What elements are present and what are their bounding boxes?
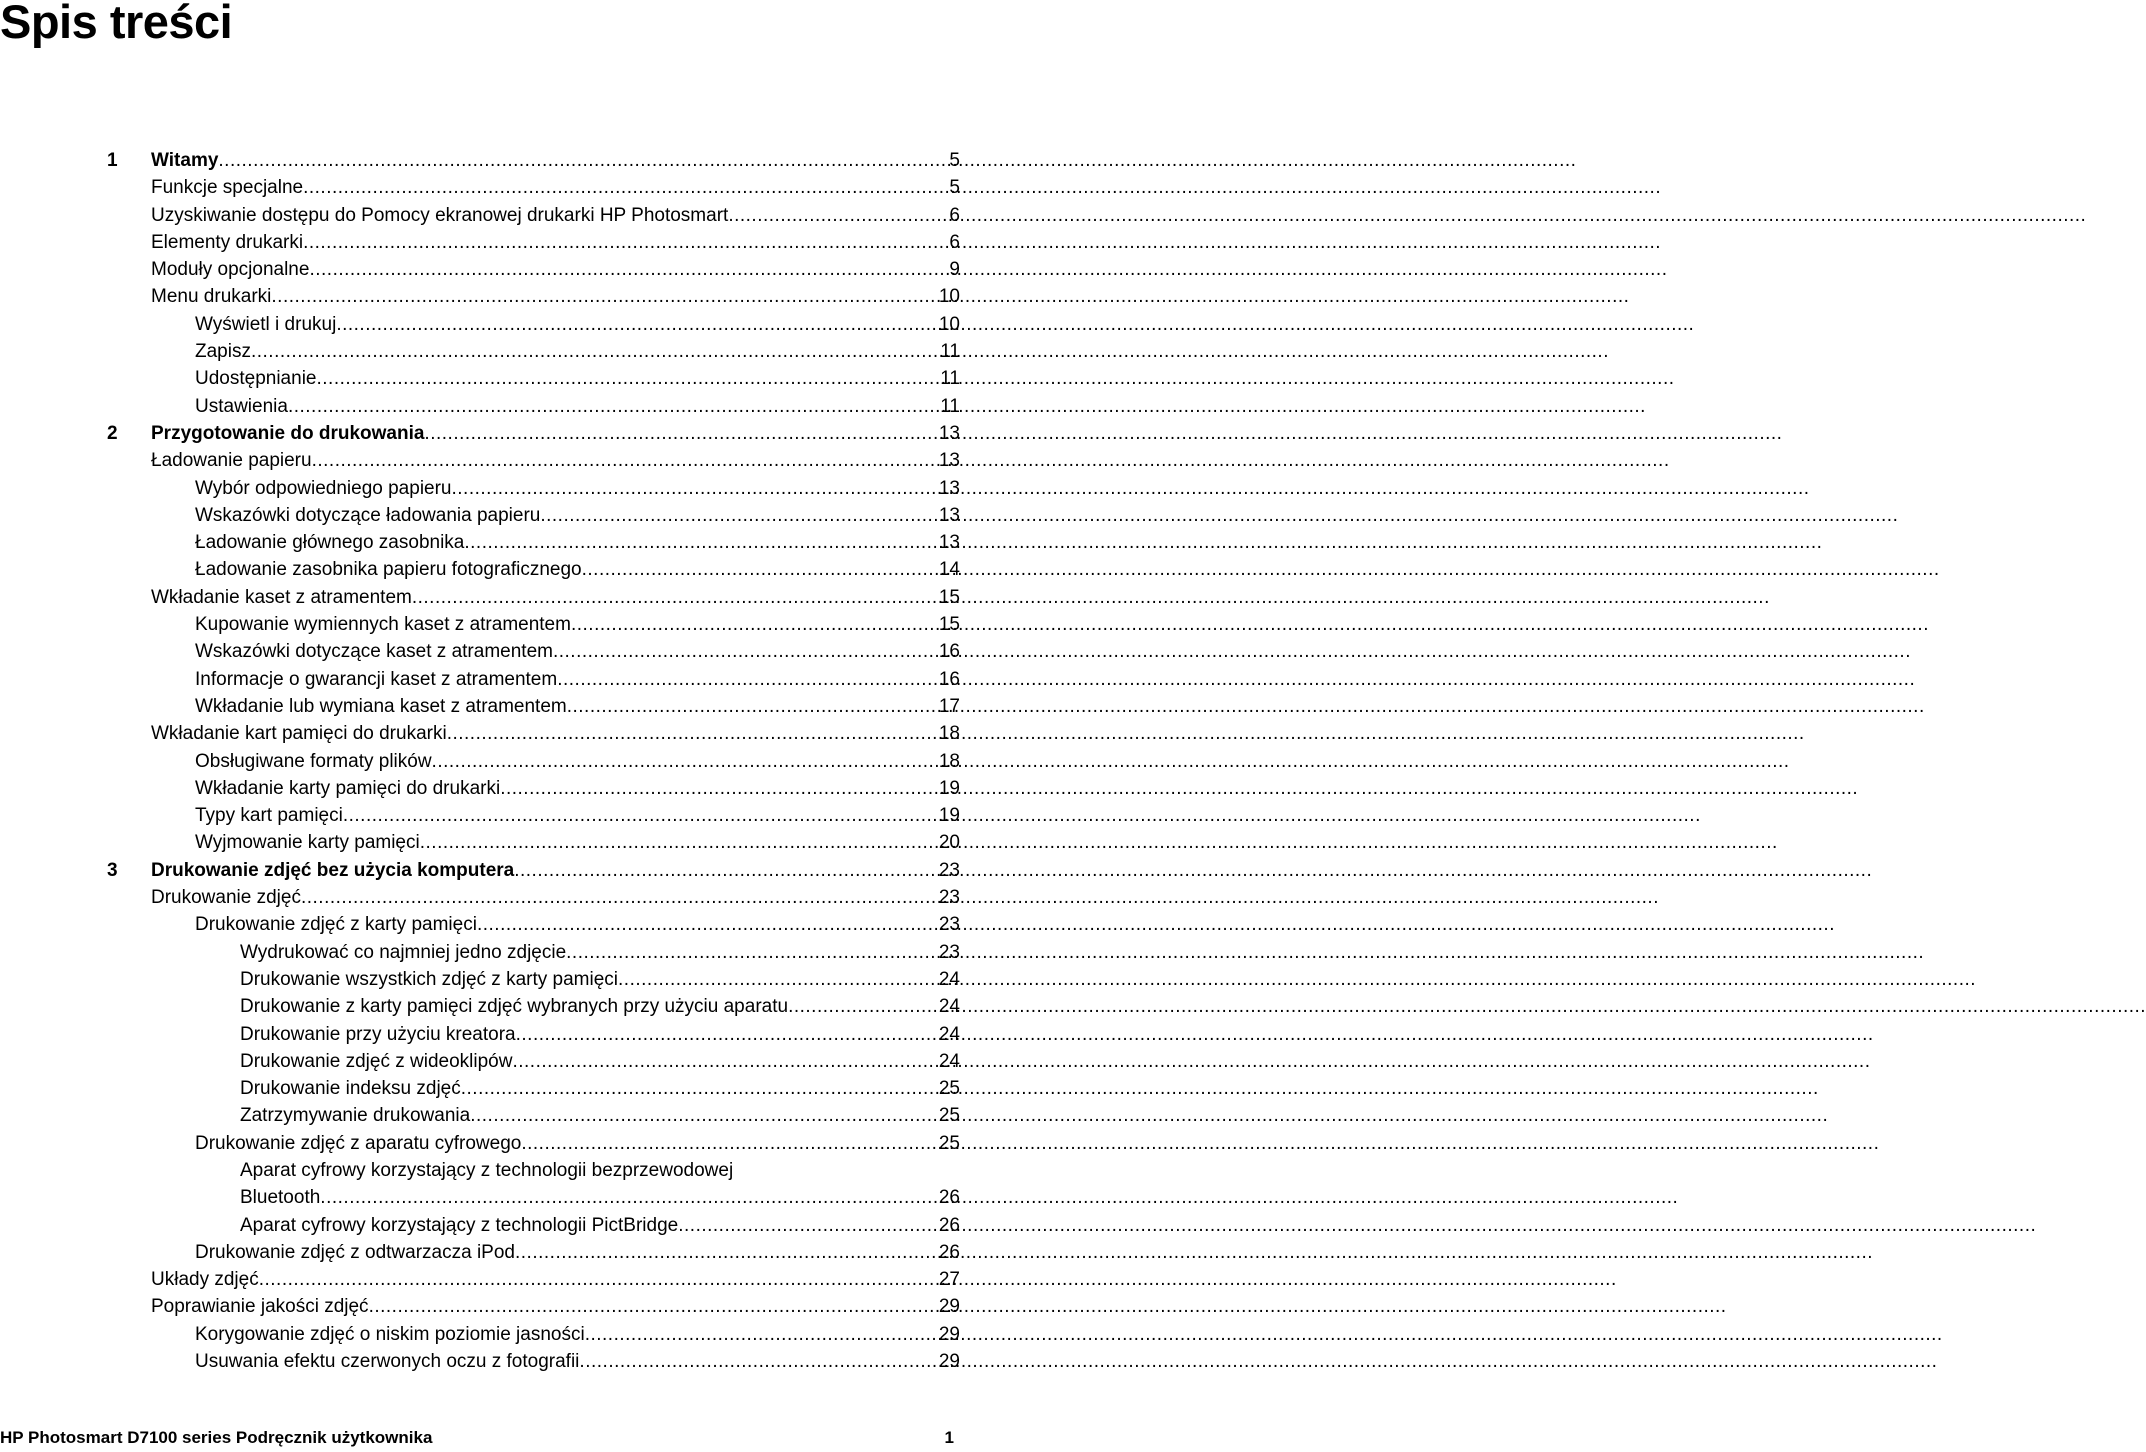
- toc-dot-leader: [301, 884, 939, 911]
- toc-dot-leader: [320, 1184, 939, 1211]
- toc-dot-leader: [567, 693, 939, 720]
- toc-entry-title: Zatrzymywanie drukowania: [240, 1105, 471, 1127]
- toc-entry-title: Drukowanie indeksu zdjęć: [240, 1078, 461, 1100]
- toc-dot-leader: [571, 611, 939, 638]
- toc-dot-leader: [516, 1021, 939, 1048]
- toc-dot-leader: [369, 1293, 939, 1320]
- toc-page-number: 23: [938, 914, 960, 936]
- toc-entry[interactable]: [0, 939, 960, 966]
- toc-page-number: 14: [938, 559, 960, 581]
- toc-entry[interactable]: [0, 638, 960, 665]
- toc-chapter-number: 1: [107, 150, 118, 171]
- toc-page-number: 16: [938, 668, 960, 690]
- toc-entry-title: Witamy: [151, 150, 219, 171]
- toc-chapter-number: 3: [107, 859, 118, 881]
- toc-entry[interactable]: [0, 256, 960, 283]
- toc-dot-leader: [540, 502, 939, 529]
- toc-page-number: 27: [938, 1269, 960, 1291]
- toc-entry[interactable]: [0, 1021, 960, 1048]
- toc-entry-title: Wydrukować co najmniej jedno zdjęcie: [240, 941, 567, 963]
- toc-entry-title: Drukowanie zdjęć z aparatu cyfrowego: [195, 1132, 522, 1154]
- toc-entry[interactable]: [0, 311, 960, 338]
- toc-dot-leader: [728, 202, 949, 229]
- toc-entry-title: Wkładanie lub wymiana kaset z atramentem: [195, 695, 567, 717]
- toc-entry[interactable]: [0, 420, 960, 447]
- toc-entry-title: Układy zdjęć: [151, 1269, 259, 1291]
- toc-entry[interactable]: [0, 147, 960, 174]
- toc-page-number: 6: [949, 231, 960, 253]
- toc-page-number: 10: [938, 313, 960, 335]
- toc-entry[interactable]: [0, 966, 960, 993]
- toc-entry[interactable]: [0, 1321, 960, 1348]
- toc-dot-leader: [420, 829, 939, 856]
- toc-entry-title: Wkładanie kaset z atramentem: [151, 586, 412, 608]
- toc-entry[interactable]: [0, 1157, 960, 1212]
- toc-dot-leader: [259, 1266, 939, 1293]
- toc-dot-leader: [566, 939, 939, 966]
- table-of-contents: [0, 147, 960, 1375]
- toc-entry[interactable]: [0, 1075, 960, 1102]
- toc-entry-title: Drukowanie zdjęć: [151, 887, 301, 909]
- toc-entry-title: Aparat cyfrowy korzystający z technologii bezprzewodowej: [240, 1159, 734, 1181]
- toc-dot-leader: [585, 1321, 939, 1348]
- toc-page-number: 19: [938, 777, 960, 799]
- toc-dot-leader: [316, 365, 940, 392]
- toc-dot-leader: [477, 911, 939, 938]
- toc-page-number: 24: [938, 1023, 960, 1045]
- toc-entry-title: Wskazówki dotyczące ładowania papieru: [195, 504, 541, 526]
- toc-dot-leader: [288, 393, 940, 420]
- toc-entry[interactable]: [0, 556, 960, 583]
- toc-page-number: 13: [938, 477, 960, 499]
- toc-entry-title: Udostępnianie: [195, 368, 317, 390]
- toc-entry[interactable]: [0, 1293, 960, 1320]
- toc-entry[interactable]: [0, 447, 960, 474]
- toc-entry[interactable]: [0, 884, 960, 911]
- toc-entry[interactable]: [0, 802, 960, 829]
- toc-entry[interactable]: [0, 993, 960, 1020]
- toc-page-number: 13: [938, 422, 960, 444]
- toc-entry-title: Uzyskiwanie dostępu do Pomocy ekranowej drukarki HP Photosmart: [151, 204, 729, 226]
- toc-page-number: 13: [938, 504, 960, 526]
- toc-entry[interactable]: [0, 720, 960, 747]
- toc-entry[interactable]: [0, 338, 960, 365]
- toc-entry-title: Wkładanie karty pamięci do drukarki: [195, 777, 501, 799]
- toc-dot-leader: [788, 993, 939, 1020]
- toc-entry-title: Drukowanie wszystkich zdjęć z karty pamięci: [240, 968, 619, 990]
- toc-entry[interactable]: [0, 775, 960, 802]
- toc-dot-leader: [553, 638, 939, 665]
- toc-entry-title: Menu drukarki: [151, 286, 272, 308]
- toc-entry[interactable]: [0, 202, 960, 229]
- toc-entry-title: Obsługiwane formaty plików: [195, 750, 432, 772]
- toc-page-number: 20: [938, 832, 960, 854]
- toc-entry-title: Aparat cyfrowy korzystający z technologii PictBridge: [240, 1214, 679, 1236]
- toc-entry[interactable]: [0, 584, 960, 611]
- toc-dot-leader: [412, 584, 939, 611]
- toc-entry-title: Drukowanie zdjęć z odtwarzacza iPod: [195, 1241, 515, 1263]
- toc-entry-title: Elementy drukarki: [151, 231, 304, 253]
- toc-entry-title: Usuwania efektu czerwonych oczu z fotografii: [195, 1351, 580, 1373]
- toc-entry[interactable]: [0, 748, 960, 775]
- toc-entry[interactable]: [0, 502, 960, 529]
- toc-page-number: 13: [938, 532, 960, 554]
- toc-page-number: 24: [938, 1050, 960, 1072]
- toc-entry-title: Kupowanie wymiennych kaset z atramentem: [195, 614, 571, 636]
- toc-dot-leader: [514, 857, 939, 884]
- page-footer: [0, 1424, 960, 1452]
- toc-page-number: 6: [949, 204, 960, 226]
- toc-entry[interactable]: [0, 475, 960, 502]
- toc-entry[interactable]: [0, 666, 960, 693]
- toc-entry[interactable]: [0, 1102, 960, 1129]
- toc-dot-leader: [500, 775, 939, 802]
- toc-page-number: 25: [938, 1078, 960, 1100]
- footer-page-number: 1: [944, 1428, 954, 1447]
- toc-entry[interactable]: [0, 1239, 960, 1266]
- toc-chapter-number: 2: [107, 422, 118, 444]
- toc-entry-title: Wkładanie kart pamięci do drukarki: [151, 723, 447, 745]
- page-title: Spis treści: [0, 0, 233, 48]
- toc-entry-title: Informacje o gwarancji kaset z atramentem: [195, 668, 558, 690]
- toc-entry-title: Typy kart pamięci: [195, 805, 343, 827]
- toc-entry[interactable]: [0, 529, 960, 556]
- toc-entry[interactable]: [0, 1048, 960, 1075]
- toc-page-number: 5: [949, 150, 960, 171]
- toc-page-number: 18: [938, 750, 960, 772]
- toc-dot-leader: [452, 475, 939, 502]
- toc-page-number: 17: [938, 695, 960, 717]
- toc-entry[interactable]: [0, 1130, 960, 1157]
- toc-dot-leader: [312, 447, 939, 474]
- toc-entry[interactable]: [0, 611, 960, 638]
- toc-entry[interactable]: [0, 174, 960, 201]
- toc-page-number: 26: [938, 1241, 960, 1263]
- toc-entry-title: Ładowanie głównego zasobnika: [195, 532, 465, 554]
- toc-dot-leader: [678, 1212, 939, 1239]
- toc-dot-leader: [424, 420, 938, 447]
- toc-page-number: 26: [938, 1187, 960, 1209]
- toc-entry[interactable]: [0, 1348, 960, 1375]
- toc-entry-title: Wyjmowanie karty pamięci: [195, 832, 420, 854]
- toc-entry-title: Ustawienia: [195, 395, 288, 417]
- toc-entry-title: Wskazówki dotyczące kaset z atramentem: [195, 641, 553, 663]
- toc-entry[interactable]: [0, 1266, 960, 1293]
- toc-page-number: 29: [938, 1296, 960, 1318]
- toc-entry-title-continued: Bluetooth: [240, 1187, 321, 1209]
- toc-entry[interactable]: [0, 229, 960, 256]
- toc-page-number: 11: [940, 395, 960, 417]
- toc-dot-leader: [618, 966, 939, 993]
- toc-entry-title: Drukowanie zdjęć bez użycia komputera: [151, 859, 515, 881]
- toc-page-number: 11: [940, 368, 960, 390]
- toc-page-number: 24: [938, 968, 960, 990]
- toc-entry-title: Ładowanie zasobnika papieru fotograficznego: [195, 559, 582, 581]
- toc-page-number: 23: [938, 941, 960, 963]
- toc-entry[interactable]: [0, 1212, 960, 1239]
- toc-page-number: 23: [938, 887, 960, 909]
- toc-page-number: 26: [938, 1214, 960, 1236]
- toc-page-number: 15: [938, 586, 960, 608]
- toc-dot-leader: [251, 338, 940, 365]
- toc-dot-leader: [303, 229, 949, 256]
- toc-dot-leader: [579, 1348, 938, 1375]
- toc-entry-title: Korygowanie zdjęć o niskim poziomie jasności: [195, 1323, 585, 1345]
- toc-entry[interactable]: [0, 365, 960, 392]
- toc-page-number: 23: [938, 859, 960, 881]
- toc-dot-leader: [303, 174, 949, 201]
- toc-entry-title: Zapisz: [195, 341, 251, 363]
- toc-page-number: 5: [949, 177, 960, 199]
- toc-page-number: 15: [938, 614, 960, 636]
- toc-dot-leader: [515, 1239, 939, 1266]
- toc-page-number: 11: [940, 341, 960, 363]
- toc-entry-title: Funkcje specjalne: [151, 177, 304, 199]
- toc-entry[interactable]: [0, 911, 960, 938]
- toc-entry-title: Przygotowanie do drukowania: [151, 422, 425, 444]
- toc-page-number: 24: [938, 996, 960, 1018]
- toc-page-number: 9: [949, 259, 960, 281]
- toc-entry-title: Drukowanie przy użyciu kreatora: [240, 1023, 516, 1045]
- toc-dot-leader: [512, 1048, 938, 1075]
- toc-entry-title: Poprawianie jakości zdjęć: [151, 1296, 369, 1318]
- toc-dot-leader: [432, 748, 939, 775]
- toc-dot-leader: [470, 1102, 939, 1129]
- toc-entry-title: Drukowanie zdjęć z karty pamięci: [195, 914, 477, 936]
- toc-entry[interactable]: [0, 857, 960, 884]
- toc-entry-title: Drukowanie z karty pamięci zdjęć wybranych przy użyciu aparatu: [240, 996, 789, 1018]
- toc-entry-title: Drukowanie zdjęć z wideoklipów: [240, 1050, 513, 1072]
- toc-entry[interactable]: [0, 829, 960, 856]
- toc-dot-leader: [343, 802, 939, 829]
- toc-dot-leader: [336, 311, 939, 338]
- toc-dot-leader: [447, 720, 939, 747]
- footer-title: HP Photosmart D7100 series Podręcznik użytkownika: [0, 1428, 433, 1447]
- toc-dot-leader: [464, 529, 938, 556]
- toc-dot-leader: [582, 556, 939, 583]
- toc-entry-title: Wyświetl i drukuj: [195, 313, 337, 335]
- toc-page-number: 18: [938, 723, 960, 745]
- toc-page-number: 25: [938, 1105, 960, 1127]
- toc-entry-title: Wybór odpowiedniego papieru: [195, 477, 452, 499]
- toc-dot-leader: [271, 283, 938, 310]
- toc-page-number: 29: [938, 1323, 960, 1345]
- toc-dot-leader: [521, 1130, 939, 1157]
- toc-entry[interactable]: [0, 693, 960, 720]
- toc-page-number: 10: [938, 286, 960, 308]
- toc-page-number: 16: [938, 641, 960, 663]
- toc-page-number: 19: [938, 805, 960, 827]
- toc-entry[interactable]: [0, 283, 960, 310]
- toc-entry-title: Ładowanie papieru: [151, 450, 312, 472]
- toc-page-number: 13: [938, 450, 960, 472]
- toc-dot-leader: [461, 1075, 939, 1102]
- toc-page-number: 29: [938, 1351, 960, 1373]
- toc-dot-leader: [218, 147, 949, 174]
- toc-entry[interactable]: [0, 393, 960, 420]
- toc-entry-title: Moduły opcjonalne: [151, 259, 310, 281]
- toc-dot-leader: [557, 666, 939, 693]
- toc-dot-leader: [309, 256, 949, 283]
- toc-page-number: 25: [938, 1132, 960, 1154]
